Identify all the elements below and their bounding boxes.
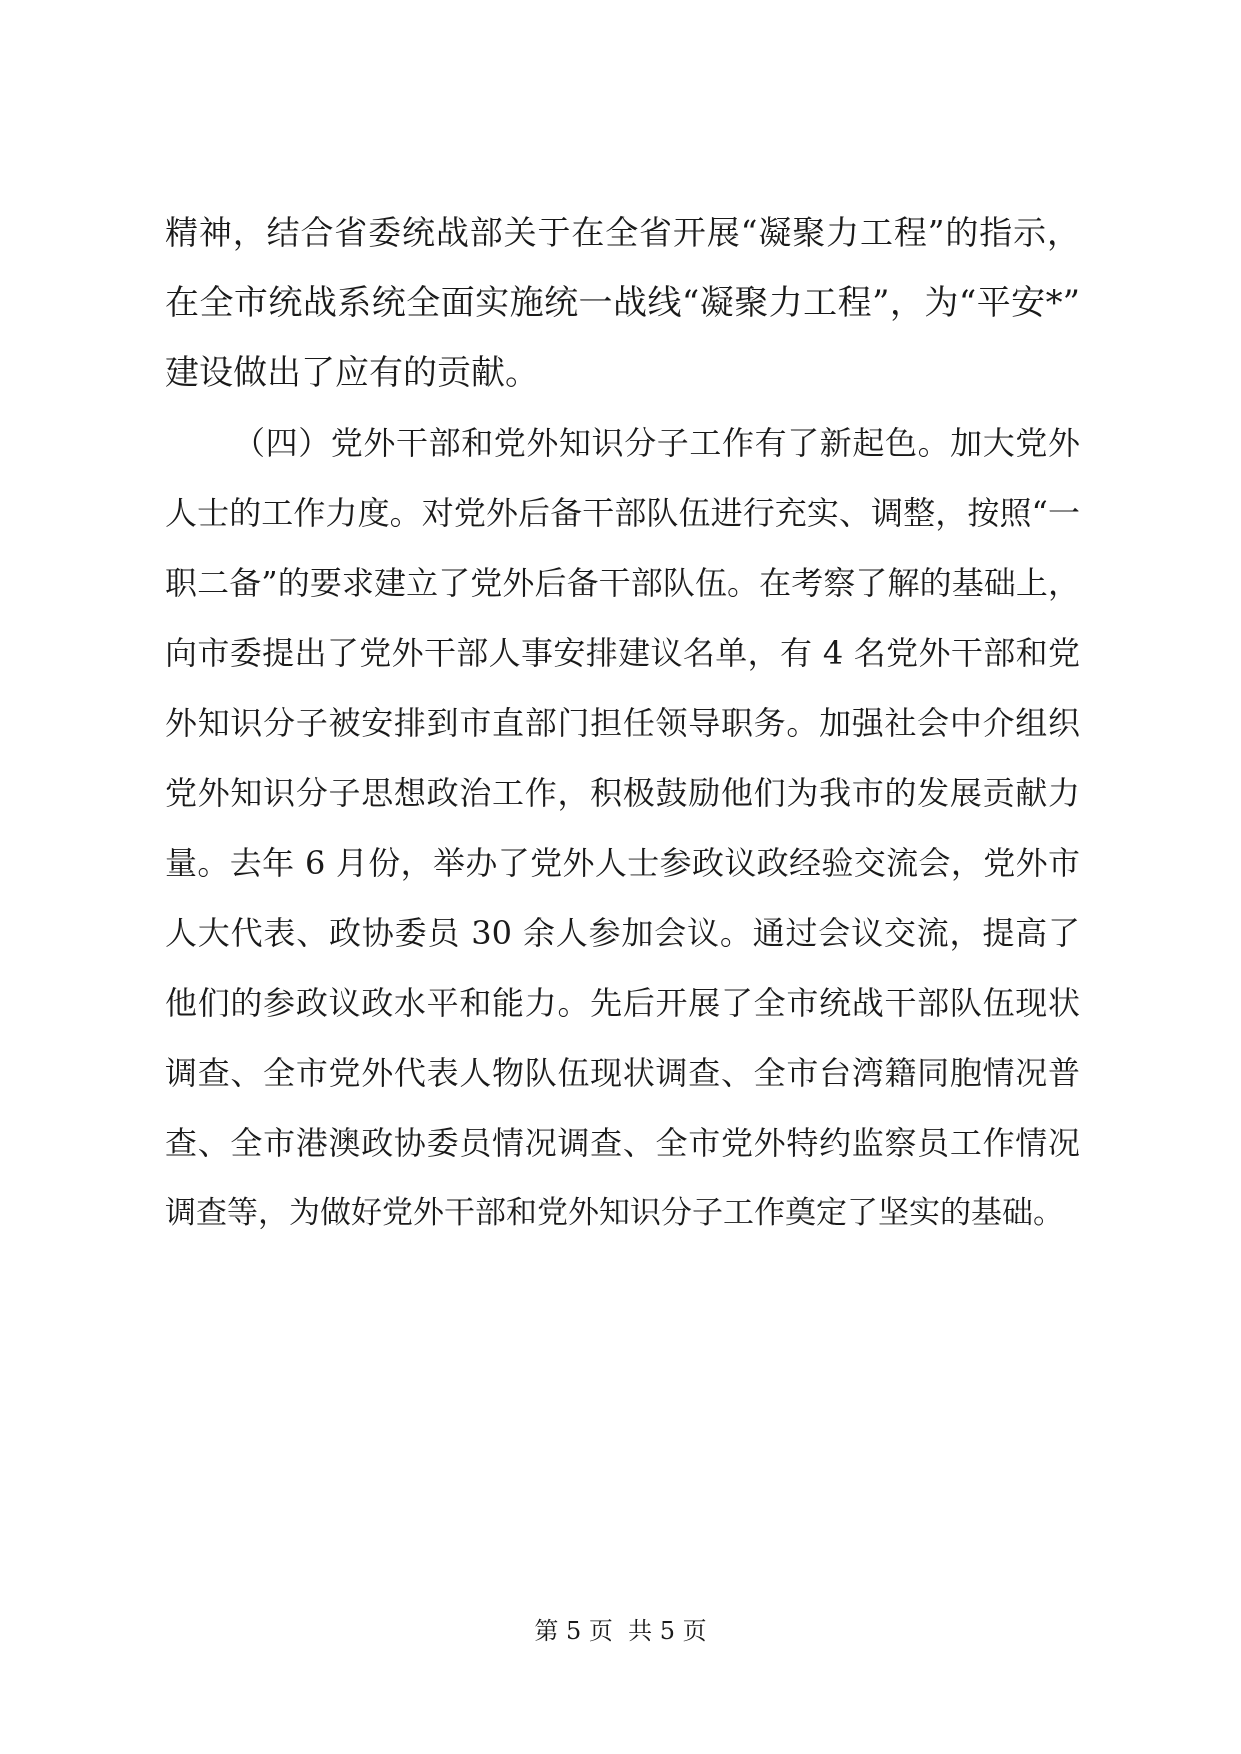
text-line: 职二备”的要求建立了党外后备干部队伍。在考察了解的基础上，: [165, 564, 1080, 602]
text-line: 查、全市港澳政协委员情况调查、全市党外特约监察员工作情况: [165, 1124, 1080, 1162]
text-line: 调查等，为做好党外干部和党外知识分子工作奠定了坚实的基础。: [165, 1195, 1064, 1231]
text-line: 在全市统战系统全面实施统一战线“凝聚力工程”，为“平安*”: [165, 283, 1080, 323]
text-line: 建设做出了应有的贡献。: [165, 353, 539, 393]
text-line: 向市委提出了党外干部人事安排建议名单，有 4 名党外干部和党: [165, 634, 1080, 672]
text-line: 党外知识分子思想政治工作，积极鼓励他们为我市的发展贡献力: [165, 774, 1080, 812]
text-line: 量。去年 6 月份，举办了党外人士参政议政经验交流会，党外市: [165, 844, 1080, 882]
text-line: 人士的工作力度。对党外后备干部队伍进行充实、调整，按照“一: [165, 494, 1080, 532]
text-line: 调查、全市党外代表人物队伍现状调查、全市台湾籍同胞情况普: [165, 1054, 1080, 1092]
text-line: （四）党外干部和党外知识分子工作有了新起色。加大党外: [233, 424, 1080, 462]
page-number-footer: 第 5 页 共 5 页: [534, 1617, 707, 1645]
text-line: 他们的参政议政水平和能力。先后开展了全市统战干部队伍现状: [165, 984, 1080, 1022]
text-line: 精神，结合省委统战部关于在全省开展“凝聚力工程”的指示，: [165, 213, 1080, 252]
text-line: 人大代表、政协委员 30 余人参加会议。通过会议交流，提高了: [165, 914, 1080, 952]
text-line: 外知识分子被安排到市直部门担任领导职务。加强社会中介组织: [165, 704, 1080, 742]
